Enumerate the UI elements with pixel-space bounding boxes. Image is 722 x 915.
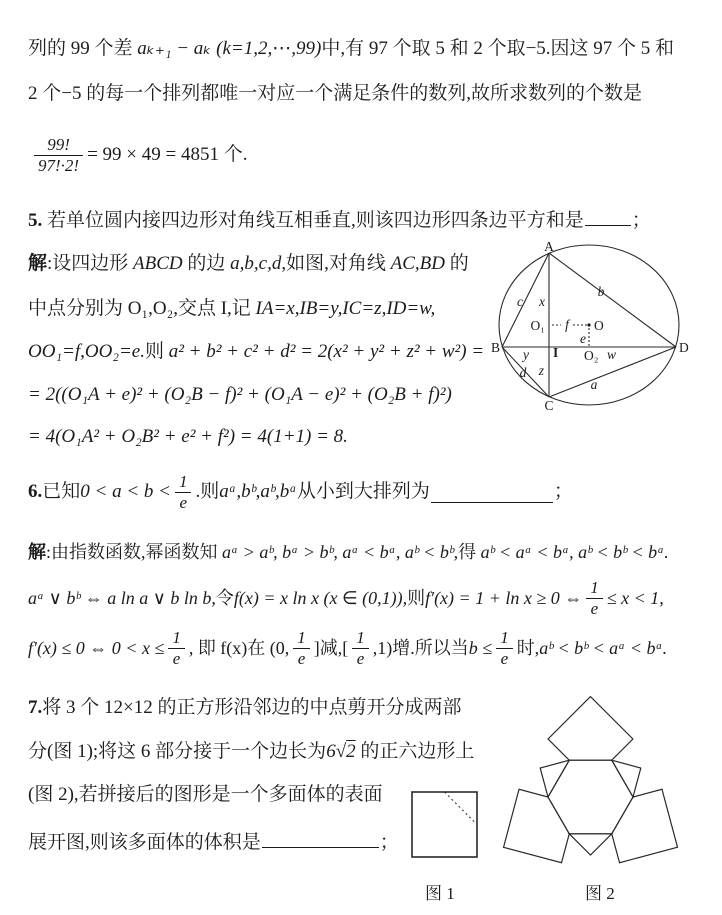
- cjk-segment: , 即 f(x)在 (0,: [188, 638, 290, 658]
- question-5-title: [28, 204, 651, 234]
- circle-diagram: [480, 236, 722, 412]
- fraction: [496, 628, 513, 668]
- math-segment: ≤ x < 1,: [606, 588, 664, 608]
- math-segment: 6√: [326, 741, 347, 762]
- fraction: [168, 628, 185, 668]
- q5-solution-line-5: [28, 424, 348, 450]
- cjk-segment: ；: [379, 832, 399, 853]
- square-outline: [412, 792, 477, 857]
- math-segment: AC,BD: [390, 253, 445, 274]
- label-x: x: [539, 294, 545, 309]
- question-7-line-2: [28, 739, 474, 765]
- fraction-numerator: 99!: [34, 135, 83, 156]
- question-7-line-1: [28, 695, 461, 721]
- fraction: [175, 472, 192, 512]
- jie-label: 解: [28, 542, 46, 562]
- q5-solution-line-4: [28, 382, 452, 408]
- q5-solution-line-3: [28, 339, 484, 365]
- q5-solution-line-2: [28, 296, 435, 322]
- q6-solution-line-3: [28, 622, 667, 674]
- cjk-segment: 若单位圆内接四边形对角线互相垂直,则该四边形四条边平方和是: [42, 210, 584, 231]
- q5-solution-line-1: [28, 251, 469, 277]
- triangle-piece-bottom: [569, 834, 612, 855]
- cjk-segment: 的边: [182, 253, 231, 274]
- cjk-segment: .则: [195, 481, 220, 502]
- fraction-denominator: e: [179, 492, 187, 512]
- center-point-o: [587, 323, 590, 326]
- math-segment: IA=x,IB=y,IC=z,ID=w,: [255, 298, 436, 319]
- fraction-denominator: e: [297, 648, 306, 668]
- label-B: B: [490, 340, 500, 355]
- cjk-segment: :设四边形: [47, 253, 134, 274]
- label-O2: O₂: [584, 348, 599, 363]
- math-segment: a² + b² + c² + d² = 2(x² + y² + z² + w²) =: [168, 341, 485, 362]
- label-I: I: [553, 345, 559, 360]
- math-segment: f′(x) = 1 + ln x ≥ 0 ⇔: [425, 588, 583, 608]
- fraction-denominator: e: [172, 648, 181, 668]
- cjk-segment: ；: [553, 481, 573, 502]
- figure-1-square: [405, 786, 485, 862]
- fraction-numerator: 1: [586, 578, 603, 599]
- math-segment: f′(x) ≤ 0 ⇔ 0 < x ≤: [28, 638, 165, 658]
- math-segment: 0 < a < b <: [80, 481, 171, 502]
- intro-line-2: [28, 81, 642, 107]
- fraction: [586, 578, 603, 618]
- cjk-segment: ,如图,对角线: [281, 253, 391, 274]
- fraction: [293, 628, 310, 668]
- math-segment: aᵃ > aᵇ, bᵃ > bᵇ, aᵃ < bᵃ, aᵇ < bᵇ,: [222, 542, 459, 562]
- fraction-denominator: e: [356, 648, 365, 668]
- math-segment: ABCD: [133, 253, 183, 274]
- math-segment: a,b,c,d: [230, 253, 282, 274]
- cjk-segment: 已知: [42, 481, 81, 502]
- cjk-segment: 将 3 个 12×12 的正方形沿邻边的中点剪开分成两部: [42, 697, 462, 718]
- figure-1-caption: 图 1: [425, 884, 455, 903]
- math-segment: = 4(O₁A² + O₂B² + e² + f²) = 4(1+1) = 8.: [28, 426, 348, 447]
- fraction-numerator: 1: [352, 628, 369, 649]
- cjk-segment: ,1)增.所以当: [372, 638, 469, 658]
- math-segment: OO₁=f,OO₂=e.: [28, 341, 145, 362]
- label-O1: O₁: [530, 318, 545, 333]
- math-segment: = 99 × 49 = 4851 个.: [87, 144, 248, 165]
- label-f: f: [565, 317, 569, 332]
- cjk-segment: 则: [144, 341, 169, 362]
- cjk-segment: :由指数函数,幂函数知: [46, 542, 223, 562]
- fraction-numerator: 1: [168, 628, 185, 649]
- fraction-denominator: 97!·2!: [38, 155, 80, 175]
- pentagon-piece-lower-right: [612, 789, 678, 862]
- question-6-title: [28, 466, 573, 518]
- label-w: w: [607, 347, 617, 362]
- intro-line-3: [30, 126, 247, 184]
- question-number: 7.: [28, 697, 43, 718]
- math-segment: f(x) = x ln x (x ∈ (0,1)),: [233, 588, 408, 608]
- radicand: 2: [346, 741, 356, 762]
- fraction-numerator: 1: [175, 472, 192, 493]
- cjk-segment: 则: [407, 588, 426, 608]
- intro-line-1: [28, 36, 674, 62]
- pentagon-piece-lower-left: [504, 789, 570, 862]
- label-z: z: [538, 363, 544, 378]
- cjk-segment: 中点分别为 O₁,O₂,交点 I,记: [28, 298, 256, 319]
- label-a: a: [590, 377, 598, 392]
- math-segment: aᵃ,bᵇ,aᵇ,bᵃ: [219, 481, 297, 502]
- answer-blank: [585, 204, 631, 226]
- question-7-line-3: [28, 782, 383, 808]
- q6-solution-line-2: [28, 572, 664, 624]
- label-D: D: [679, 340, 689, 355]
- math-segment: aₖ₊₁ − aₖ (k=1,2,⋯,99): [137, 38, 322, 59]
- jie-label: 解: [28, 253, 48, 274]
- math-segment: aᵃ ∨ bᵇ ⇔ a ln a ∨ b ln b,: [28, 588, 216, 608]
- question-number: 5.: [28, 210, 43, 231]
- pentagon-piece-top: [548, 697, 633, 761]
- fraction-numerator: 1: [293, 628, 310, 649]
- fraction: [34, 135, 83, 175]
- cjk-segment: 时,: [516, 638, 540, 658]
- answer-blank: [431, 481, 553, 503]
- label-d: d: [519, 365, 527, 380]
- cjk-segment: 得: [458, 542, 481, 562]
- answer-blank: [262, 826, 379, 848]
- question-number: 6.: [28, 481, 43, 502]
- cjk-segment: 的正六边形上: [355, 741, 475, 762]
- cjk-segment: 从小到大排列为: [296, 481, 430, 502]
- label-O: O: [594, 318, 604, 333]
- fraction-denominator: e: [590, 598, 599, 618]
- cjk-segment: 展开图,则该多面体的体积是: [28, 832, 261, 853]
- figure-2-net: [495, 688, 690, 870]
- cjk-segment: 的: [444, 253, 469, 274]
- math-segment: = 2((O₁A + e)² + (O₂B − f)² + (O₁A − e)² + (O₂B + f)²): [28, 384, 452, 405]
- label-y: y: [523, 347, 529, 362]
- triangle-piece-upper-right: [612, 760, 641, 797]
- question-7-line-4: [28, 826, 399, 856]
- math-segment: aᵇ < aᵃ < bᵃ, aᵇ < bᵇ < bᵃ.: [480, 542, 669, 562]
- triangle-piece-upper-left: [540, 760, 569, 797]
- figure-2-caption: 图 2: [585, 884, 615, 903]
- cjk-segment: 分(图 1);将这 6 部分接于一个边长为: [28, 741, 327, 762]
- cjk-segment: 中,有 97 个取 5 和 2 个取−5.因这 97 个 5 和: [321, 38, 675, 59]
- cjk-segment: 列的 99 个差: [28, 38, 138, 59]
- math-segment: aᵇ < bᵇ < aᵃ < bᵃ.: [539, 638, 668, 658]
- q6-solution-line-1: [28, 539, 669, 565]
- hexagon: [548, 760, 633, 834]
- label-C: C: [544, 398, 554, 412]
- fraction-denominator: e: [500, 648, 509, 668]
- label-b: b: [597, 284, 605, 299]
- label-c: c: [517, 294, 523, 309]
- cjk-segment: ；: [631, 210, 651, 231]
- cjk-segment: (图 2),若拼接后的图形是一个多面体的表面: [28, 784, 383, 805]
- cut-line-dotted: [445, 792, 478, 825]
- math-segment: b ≤: [468, 638, 493, 658]
- cjk-segment: 令: [215, 588, 234, 608]
- side-ad: [549, 253, 676, 347]
- cjk-segment: ]减,[: [313, 638, 349, 658]
- label-A: A: [544, 239, 554, 254]
- fraction-numerator: 1: [496, 628, 513, 649]
- label-e: e: [580, 331, 586, 346]
- cjk-segment: 2 个−5 的每一个排列都唯一对应一个满足条件的数列,故所求数列的个数是: [28, 83, 642, 104]
- fraction: [352, 628, 369, 668]
